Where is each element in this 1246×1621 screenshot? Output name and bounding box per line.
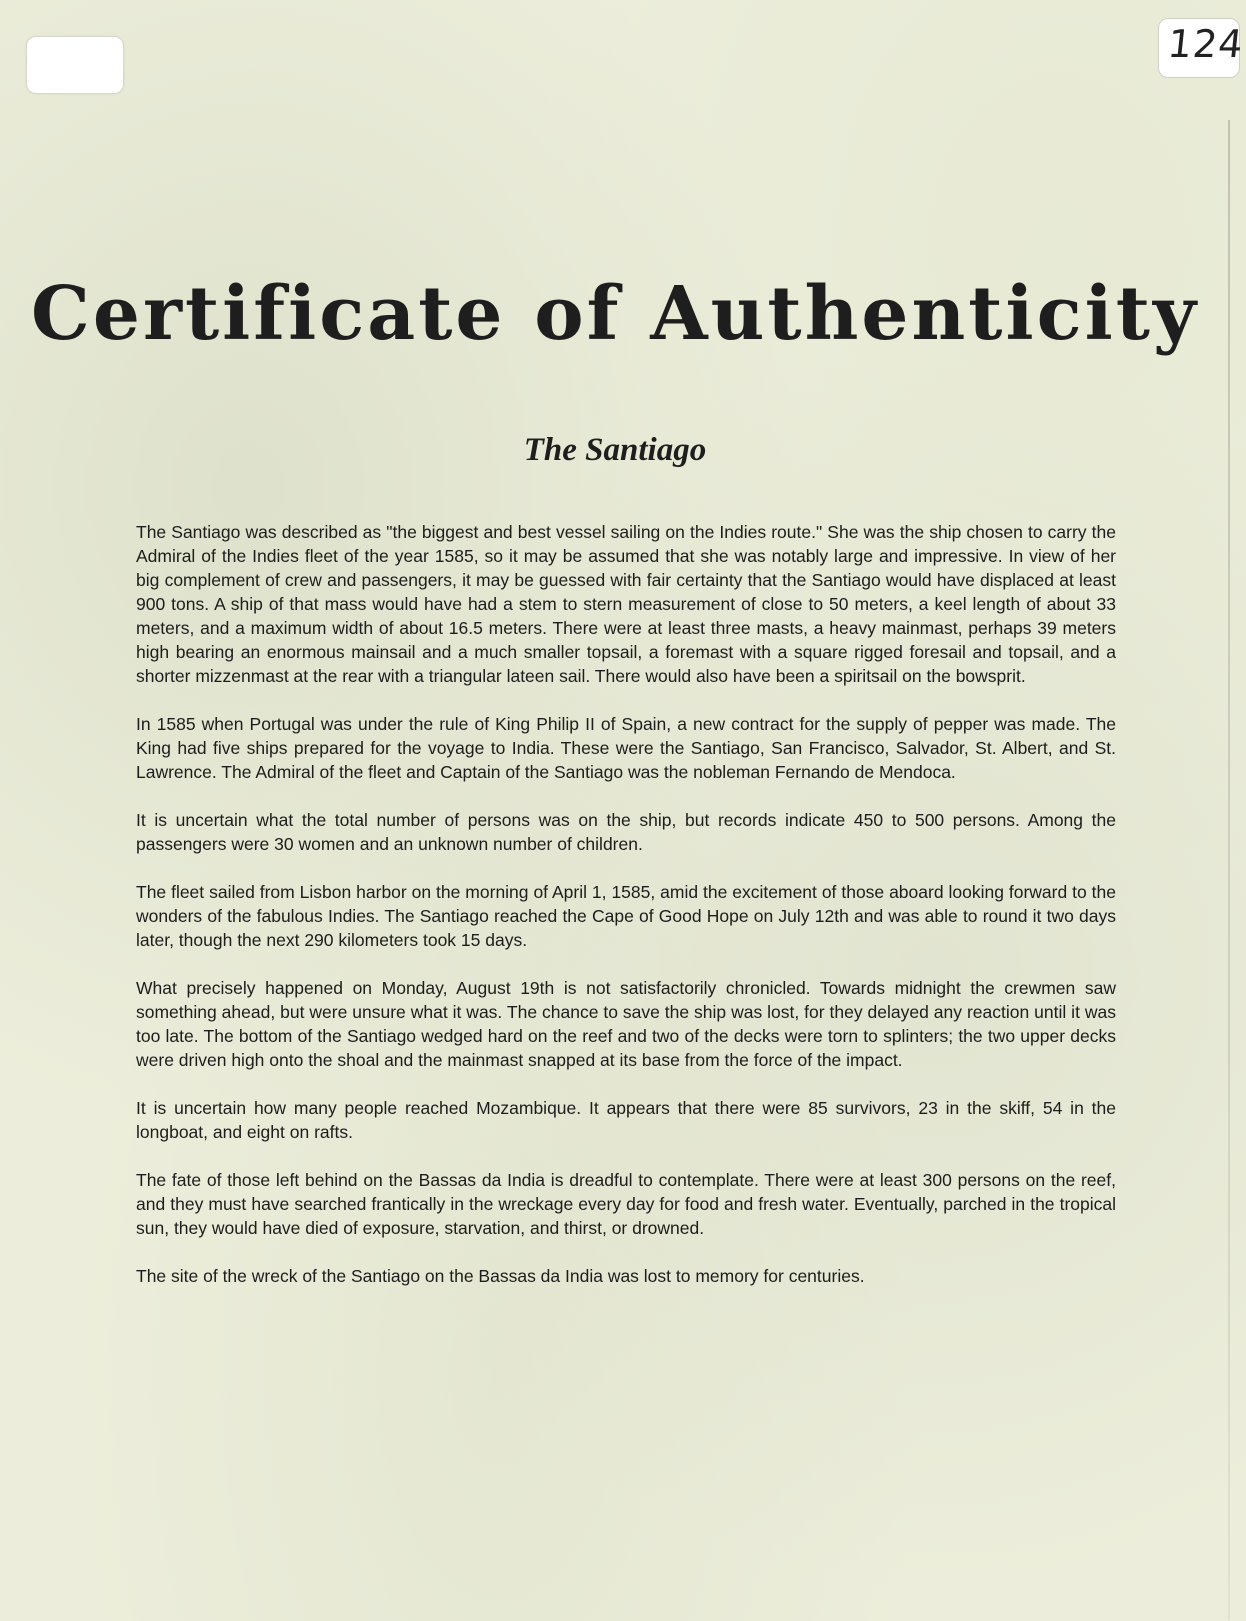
paragraph: The Santiago was described as "the biggest and best vessel sailing on the Indies route." She was the ship chosen to carry the Admiral of the Indies fleet of the year 1585, so it may be assumed that she was notably large and impressive. In view of her big complement of crew and passengers, it may be guessed with fair certainty that the Santiago would have displaced at least 900 tons. A ship of that mass would have had a stem to stern measurement of close to 50 meters, a keel length of about 33 meters, and a maximum width of about 16.5 meters. There were at least three masts, a heavy mainmast, perhaps 39 meters high bearing an enormous mainsail and a much smaller topsail, a foremast with a square rigged foresail and topsail, and a shorter mizzenmast at the rear with a triangular lateen sail. There would also have been a spiritsail on the bowsprit. <box>136 522 1116 686</box>
paragraph: In 1585 when Portugal was under the rule of King Philip II of Spain, a new contract for the supply of pepper was made. The King had five ships prepared for the voyage to India. These were the Santiago, San Francisco, Salvador, St. Albert, and St. Lawrence. The Admiral of the fleet and Captain of the Santiago was the nobleman Fernando de Mendoca. <box>136 714 1116 782</box>
paragraph: It is uncertain how many people reached Mozambique. It appears that there were 85 survivors, 23 in the skiff, 54 in the longboat, and eight on rafts. <box>136 1098 1116 1142</box>
certificate-body <box>136 520 1116 1312</box>
page-number: 124 <box>1165 22 1246 66</box>
paragraph: The site of the wreck of the Santiago on the Bassas da India was lost to memory for centuries. <box>136 1266 865 1286</box>
paragraph: What precisely happened on Monday, August 19th is not satisfactorily chronicled. Towards midnight the crewmen saw something ahead, but were unsure what it was. The chance to save the ship was lost, for they delayed any reaction until it was too late. The bottom of the Santiago wedged hard on the reef and two of the decks were torn to splinters; the two upper decks were driven high onto the shoal and the mainmast snapped at its base from the force of the impact. <box>136 978 1116 1070</box>
certificate-subtitle: The Santiago <box>523 432 707 468</box>
paragraph: It is uncertain what the total number of persons was on the ship, but records indicate 450 to 500 persons. Among the passengers were 30 women and an unknown number of children. <box>136 810 1116 854</box>
certificate-title: Certificate of Authenticity <box>31 271 1199 357</box>
paragraph: The fleet sailed from Lisbon harbor on the morning of April 1, 1585, amid the excitement of those aboard looking forward to the wonders of the fabulous Indies. The Santiago reached the Cape of Good Hope on July 12th and was able to round it two days later, though the next 290 kilometers took 15 days. <box>136 882 1116 950</box>
paragraph: The fate of those left behind on the Bassas da India is dreadful to contemplate. There were at least 300 persons on the reef, and they must have searched frantically in the wreckage every day for food and fresh water. Eventually, parched in the tropical sun, they would have died of exposure, starvation, and thirst, or drowned. <box>136 1170 1116 1238</box>
blank-label-sticker <box>26 36 124 94</box>
